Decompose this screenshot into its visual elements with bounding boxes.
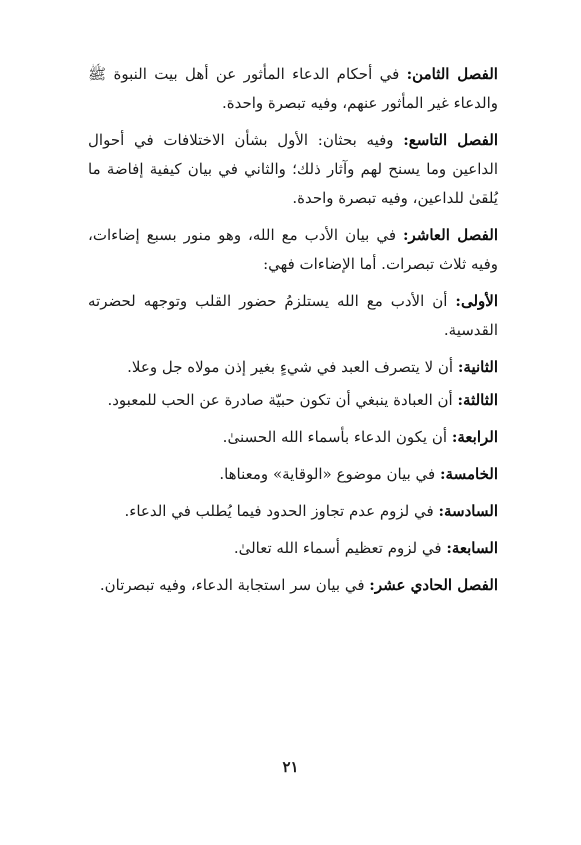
paragraph-chapter-8 bbox=[88, 60, 498, 118]
paragraph-text: في لزوم عدم تجاوز الحدود فيما يُطلب في الدعاء. bbox=[124, 502, 439, 520]
paragraph-illumination-1 bbox=[88, 287, 498, 345]
paragraph-text: في بيان موضوع «الوقاية» ومعناها. bbox=[219, 465, 440, 483]
paragraph-text: وفيه بحثان: الأول بشأن الاختلافات في أحوال الداعين وما يسنح لهم وآثار ذلك؛ والثاني في بيان كيفية إفاضة ما يُلقىٰ للداعين، وفيه تبصرة واحدة. bbox=[88, 131, 498, 207]
paragraph-heading: السادسة: bbox=[438, 502, 498, 520]
paragraph-heading: الفصل الحادي عشر: bbox=[369, 576, 498, 594]
paragraph-text: في أحكام الدعاء المأثور عن أهل بيت النبوة ﷺ والدعاء غير المأثور عنهم، وفيه تبصرة واحدة. bbox=[88, 65, 498, 112]
paragraph-illumination-2 bbox=[88, 353, 498, 382]
paragraph-illumination-3 bbox=[88, 386, 498, 415]
paragraph-heading: السابعة: bbox=[446, 539, 498, 557]
page-number: ٢١ bbox=[282, 758, 299, 776]
paragraph-heading: الأولى: bbox=[455, 292, 498, 310]
paragraph-illumination-4 bbox=[88, 423, 498, 452]
page-body bbox=[88, 60, 498, 608]
paragraph-text: أن لا يتصرف العبد في شيءٍ بغير إذن مولاه جل وعلا. bbox=[127, 358, 458, 376]
paragraph-text: أن العبادة ينبغي أن تكون حبيّة صادرة عن الحب للمعبود. bbox=[107, 391, 458, 409]
paragraph-heading: الرابعة: bbox=[451, 428, 498, 446]
paragraph-text: أن الأدب مع الله يستلزمُ حضور القلب وتوجهه لحضرته القدسية. bbox=[88, 292, 498, 339]
paragraph-heading: الفصل التاسع: bbox=[403, 131, 498, 149]
paragraph-heading: الثانية: bbox=[457, 358, 498, 376]
paragraph-heading: الفصل العاشر: bbox=[402, 226, 498, 244]
paragraph-heading: الخامسة: bbox=[440, 465, 498, 483]
paragraph-chapter-10 bbox=[88, 221, 498, 279]
paragraph-illumination-7 bbox=[88, 534, 498, 563]
paragraph-text: في بيان الأدب مع الله، وهو منور بسبع إضاءات، وفيه ثلاث تبصرات. أما الإضاءات فهي: bbox=[88, 226, 498, 273]
paragraph-chapter-11 bbox=[88, 571, 498, 600]
paragraph-chapter-9 bbox=[88, 126, 498, 213]
paragraph-text: في بيان سر استجابة الدعاء، وفيه تبصرتان. bbox=[99, 576, 370, 594]
paragraph-illumination-5 bbox=[88, 460, 498, 489]
paragraph-heading: الفصل الثامن: bbox=[406, 65, 498, 83]
paragraph-heading: الثالثة: bbox=[457, 391, 498, 409]
paragraph-illumination-6 bbox=[88, 497, 498, 526]
paragraph-text: أن يكون الدعاء بأسماء الله الحسنىٰ. bbox=[222, 428, 452, 446]
paragraph-text: في لزوم تعظيم أسماء الله تعالىٰ. bbox=[233, 539, 447, 557]
